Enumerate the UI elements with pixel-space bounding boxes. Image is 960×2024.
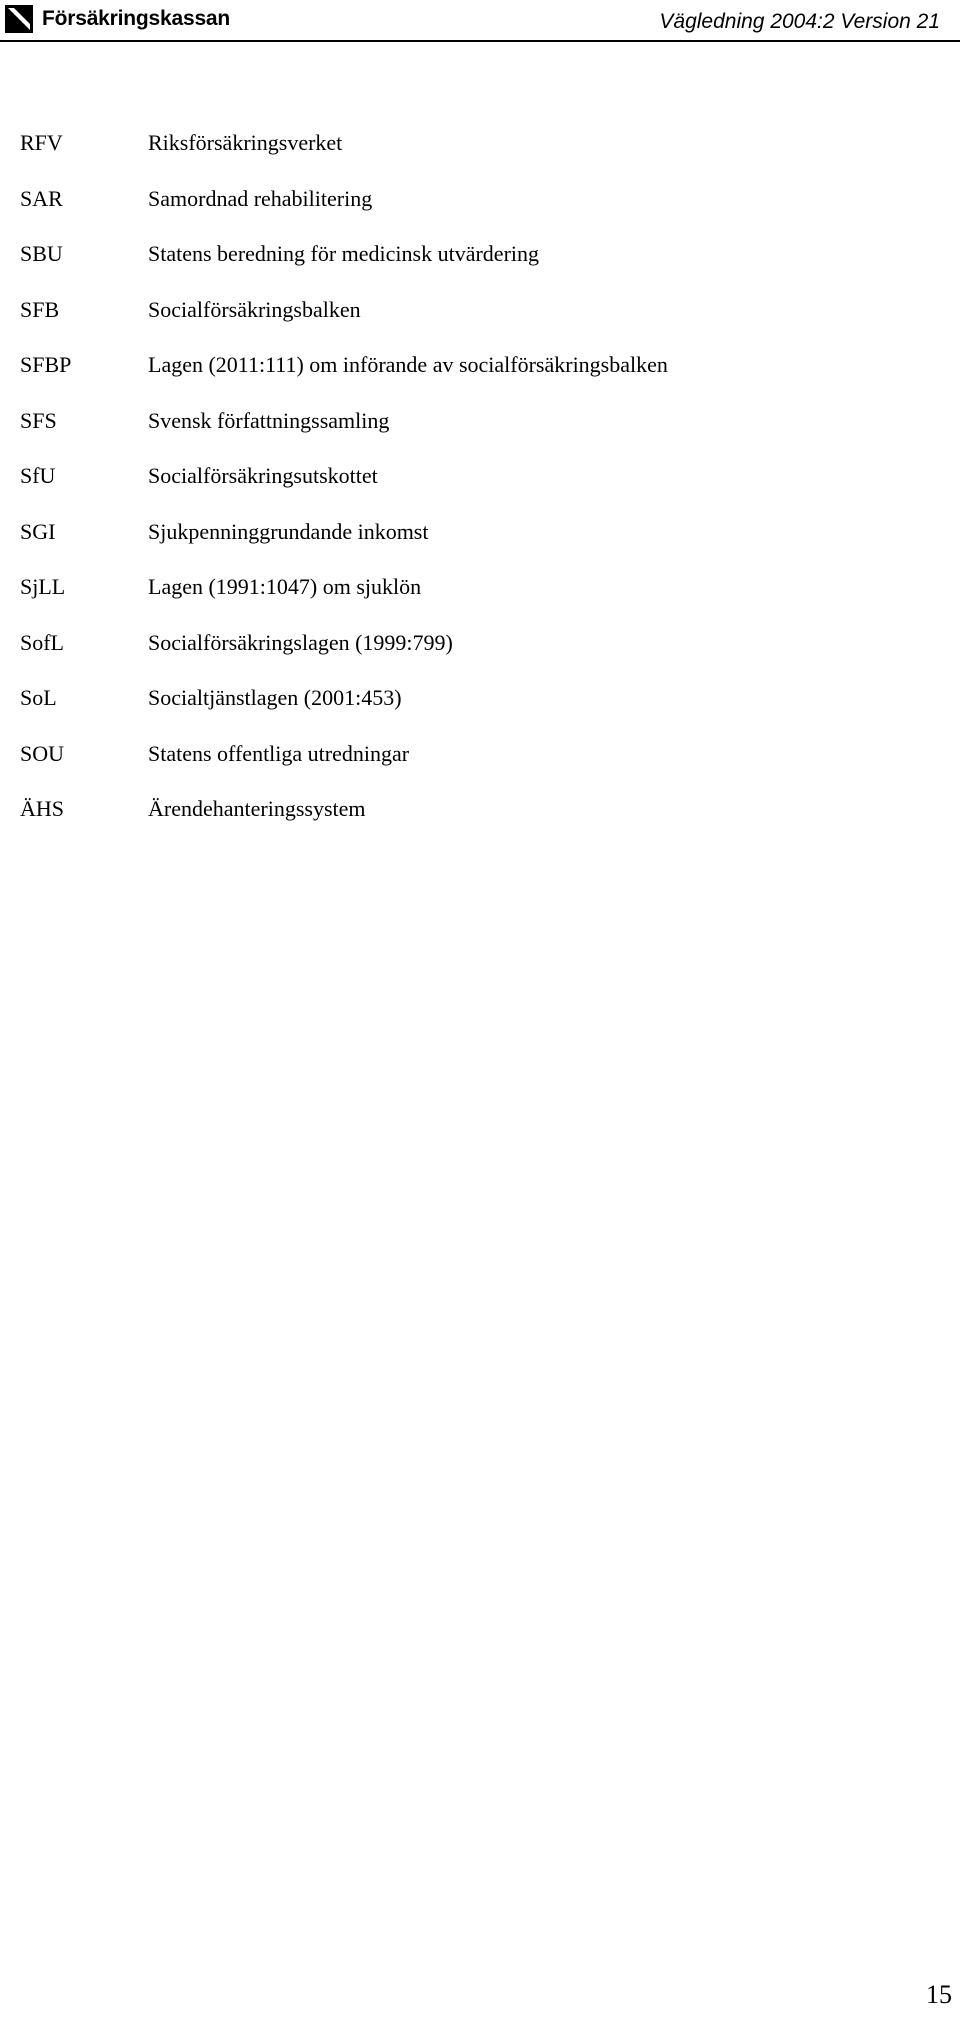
page-header [0,0,960,42]
abbreviation-code: SofL [20,629,64,655]
abbreviation-description: Sjukpenninggrundande inkomst [148,518,429,544]
abbreviation-row [20,630,920,686]
abbreviation-code: RFV [20,130,63,155]
abbreviation-row [20,130,920,186]
abbreviation-code: SFB [20,296,60,322]
abbreviation-code: SfU [20,463,56,488]
abbreviation-code: SoL [20,685,57,710]
abbreviation-description: Ärendehanteringssystem [148,796,366,821]
abbreviation-description: Socialförsäkringsbalken [148,296,361,322]
abbreviation-description: Lagen (1991:1047) om sjuklön [148,574,422,599]
abbreviation-description: Svensk författningssamling [148,407,390,433]
house-logo-icon [4,4,34,34]
abbreviation-row [20,186,920,242]
logo-text: Försäkringskassan [42,7,231,30]
abbreviation-code: SjLL [20,574,66,599]
abbreviation-description: Socialförsäkringsutskottet [148,463,378,488]
abbreviation-row [20,796,920,852]
abbreviation-row [20,574,920,630]
page-number: 15 [926,1980,952,2009]
abbreviation-code: SGI [20,518,56,544]
abbreviation-code: ÄHS [20,796,65,821]
abbreviation-description: Riksförsäkringsverket [148,130,343,155]
abbreviation-row [20,463,920,519]
abbreviation-code: SBU [20,241,63,266]
abbreviation-row [20,241,920,297]
logo [4,4,230,34]
abbreviation-row [20,352,920,408]
document-reference: Vägledning 2004:2 Version 21 [659,10,940,33]
abbreviation-row [20,741,920,797]
abbreviation-row [20,685,920,741]
abbreviation-code: SFBP [20,352,72,377]
abbreviation-code: SFS [20,407,57,433]
abbreviation-description: Lagen (2011:111) om införande av socialförsäkringsbalken [148,352,668,377]
abbreviation-row [20,519,920,575]
abbreviation-code: SOU [20,740,65,766]
abbreviation-code: SAR [20,185,63,211]
abbreviation-row [20,408,920,464]
abbreviation-description: Socialtjänstlagen (2001:453) [148,685,402,710]
abbreviation-description: Samordnad rehabilitering [148,185,373,211]
abbreviation-description: Statens beredning för medicinsk utvärdering [148,241,540,266]
abbreviation-description: Statens offentliga utredningar [148,740,410,766]
abbreviation-description: Socialförsäkringslagen (1999:799) [148,629,453,655]
abbreviation-row [20,297,920,353]
abbreviation-list [20,130,920,852]
